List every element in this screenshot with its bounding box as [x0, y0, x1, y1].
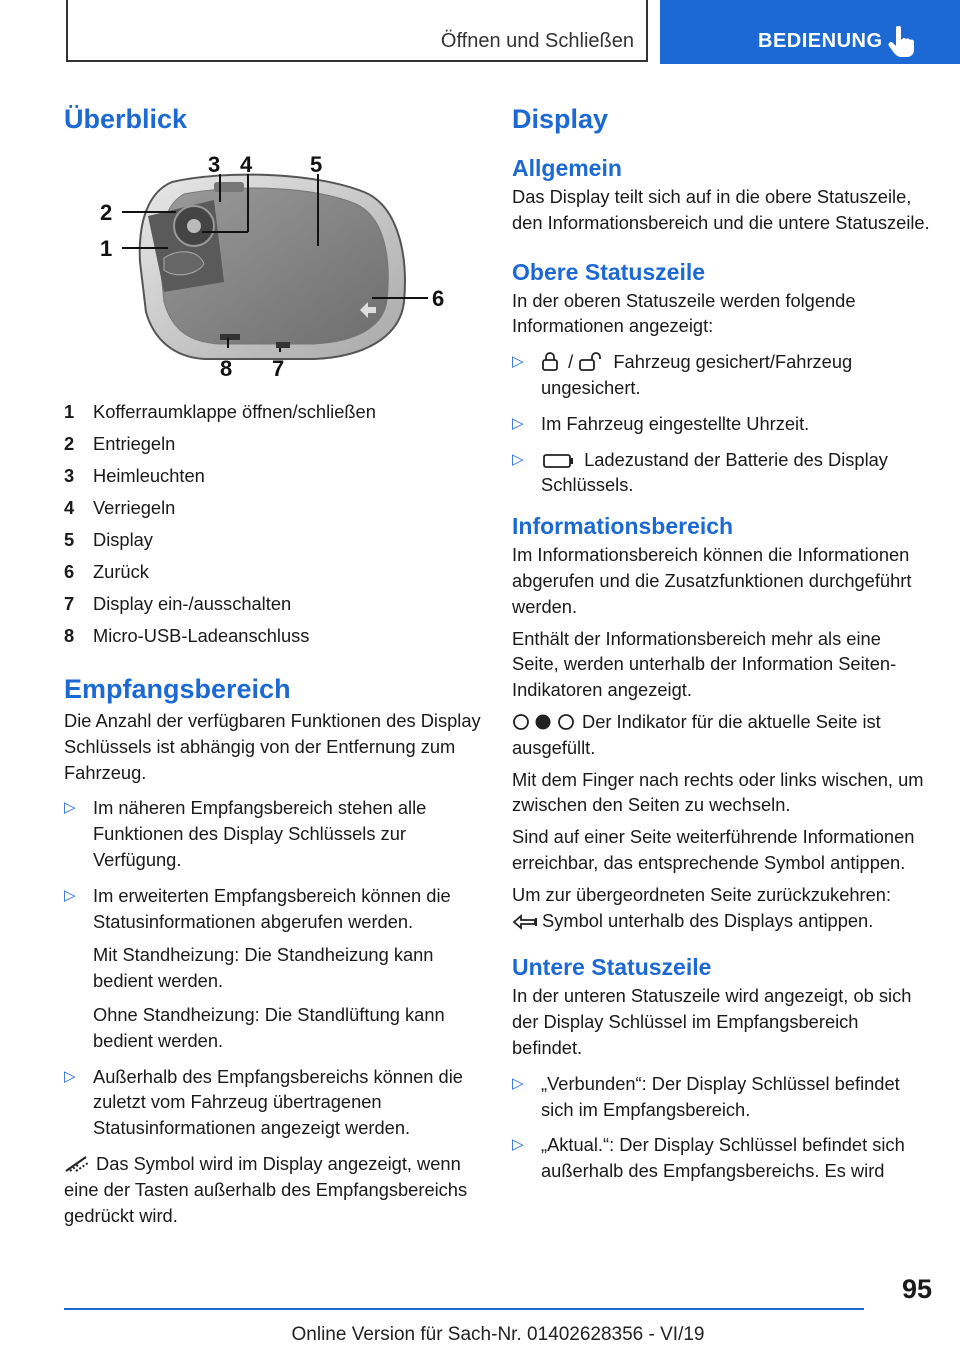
legend-item: 4 Verriegeln	[64, 497, 176, 518]
header-chapter-label: BEDIENUNG	[758, 30, 883, 52]
no-signal-note: Das Symbol wird im Display angezeigt, wenn eine der Tasten außerhalb des Empfangsbereichs gedrückt wird.	[64, 1152, 468, 1226]
legend-item: 5 Display	[64, 529, 153, 550]
list-item: ▷ „Verbunden“: Der Display Schlüssel befindet sich im Empfangsbereich.	[512, 1072, 900, 1120]
legend-item: 6 Zurück	[64, 561, 149, 582]
list-item: ▷ Außerhalb des Empfangsbereichs können die zuletzt vom Fahrzeug übertragenen Statusinformationen angezeigt werden.	[64, 1065, 463, 1139]
key-figure	[64, 152, 482, 384]
callout-1: 1	[100, 236, 113, 261]
legend-item: 1 Kofferraumklappe öffnen/schließen	[64, 401, 376, 422]
sub-paragraph: Mit Standheizung: Die Standheizung kann bedient werden.	[93, 944, 434, 992]
callout-5: 5	[310, 152, 323, 177]
legend-item: 7 Display ein-/ausschalten	[64, 593, 292, 614]
bullet-triangle-icon: ▷	[512, 414, 524, 432]
info-p2: Enthält der Informationsbereich mehr als eine Seite, werden unterhalb der Information Seiten-Indikatoren angezeigt.	[512, 627, 897, 701]
legend-item: 2 Entriegeln	[64, 433, 176, 454]
lower-status-heading: Untere Statuszeile	[512, 954, 712, 981]
header-section-title: Öffnen und Schließen	[440, 30, 634, 52]
page-number: 95	[901, 1274, 932, 1304]
bullet-triangle-icon: ▷	[512, 1074, 524, 1092]
list-item: ▷ Ladezustand der Batterie des Display Schlüssels.	[512, 448, 888, 496]
bullet-triangle-icon: ▷	[64, 886, 76, 904]
right-column	[512, 100, 932, 1194]
list-item: ▷ Im näheren Empfangsbereich stehen alle Funktionen des Display Schlüssels zur Verfügung.	[64, 797, 427, 870]
back-arrow-icon	[512, 914, 538, 930]
bullet-triangle-icon: ▷	[64, 799, 76, 817]
legend-item: 3 Heimleuchten	[64, 465, 205, 486]
info-p5: Sind auf einer Seite weiterführende Informationen erreichbar, das entsprechende Symbol antippen.	[512, 826, 915, 873]
info-p3: Der Indikator für die aktuelle Seite ist ausgefüllt.	[512, 710, 881, 758]
reception-bullets	[64, 795, 482, 1141]
unlock-icon	[578, 351, 604, 371]
bullet-triangle-icon: ▷	[512, 450, 524, 468]
callout-2: 2	[100, 200, 113, 225]
battery-icon	[541, 453, 575, 469]
hand-pointer-icon	[888, 26, 918, 58]
overview-heading: Überblick	[64, 104, 188, 134]
reception-heading: Empfangsbereich	[64, 674, 291, 704]
callout-7: 7	[272, 356, 285, 381]
sub-paragraph: Ohne Standheizung: Die Standlüftung kann bedient werden.	[93, 1003, 445, 1051]
upper-status-heading: Obere Statuszeile	[512, 258, 706, 285]
info-area-heading: Informationsbereich	[512, 513, 734, 540]
general-heading: Allgemein	[512, 155, 622, 181]
list-item: ▷ Im erweiterten Empfangsbereich können die Statusinformationen abgerufen werden. Mit Standheizung: Die Standheizung kann bedient werden. Ohne Standheizung: Die Standlüftung kann bedient werden.	[64, 883, 482, 1054]
lower-status-bullets	[512, 1071, 932, 1184]
no-signal-icon	[64, 1155, 92, 1173]
upper-status-bullets	[512, 349, 932, 498]
page-dots-icon	[512, 713, 578, 731]
list-item: ▷ / Fahrzeug gesichert/Fahrzeug ungesichert.	[512, 351, 853, 398]
lower-status-intro: In der unteren Statuszeile wird angezeigt, ob sich der Display Schlüssel im Empfangsbereich befindet.	[512, 985, 912, 1058]
bullet-triangle-icon: ▷	[512, 353, 524, 371]
left-column	[64, 100, 482, 1228]
bullet-triangle-icon: ▷	[512, 1136, 524, 1154]
callout-3: 3	[208, 152, 221, 177]
info-p6: Um zur übergeordneten Seite zurückzukehren: Symbol unterhalb des Displays antippen.	[512, 883, 892, 931]
callout-4: 4	[240, 152, 253, 177]
callout-6: 6	[432, 286, 445, 311]
list-item: ▷ Im Fahrzeug eingestellte Uhrzeit.	[512, 411, 932, 437]
list-item: ▷ „Aktual.“: Der Display Schlüssel befindet sich außerhalb des Empfangsbereichs. Es wird	[512, 1134, 905, 1182]
upper-status-intro: In der oberen Statuszeile werden folgende Informationen angezeigt:	[512, 289, 856, 337]
callout-8: 8	[220, 356, 233, 381]
lock-icon	[541, 351, 559, 371]
footer-divider	[64, 1308, 864, 1310]
header-chapter-tab	[660, 0, 960, 64]
info-p1: Im Informationsbereich können die Informationen abgerufen und die Zusatzfunktionen durchgeführt werden.	[512, 544, 912, 617]
display-heading: Display	[512, 104, 609, 134]
lock-separator: /	[568, 351, 574, 373]
reception-intro: Die Anzahl der verfügbaren Funktionen des Display Schlüssels ist abhängig von der Entfernung zum Fahrzeug.	[64, 710, 481, 783]
display-key-illustration	[64, 152, 482, 384]
legend-list	[64, 396, 482, 652]
legend-item: 8 Micro-USB-Ladeanschluss	[64, 625, 310, 646]
header-section-box	[66, 0, 648, 62]
general-text: Das Display teilt sich auf in die obere Statuszeile, den Informationsbereich und die untere Statuszeile.	[512, 186, 930, 233]
footer-version-text: Online Version für Sach-Nr. 01402628356 - VI/19	[291, 1324, 705, 1345]
info-p4: Mit dem Finger nach rechts oder links wischen, um zwischen den Seiten zu wechseln.	[512, 768, 924, 816]
bullet-triangle-icon: ▷	[64, 1067, 76, 1085]
